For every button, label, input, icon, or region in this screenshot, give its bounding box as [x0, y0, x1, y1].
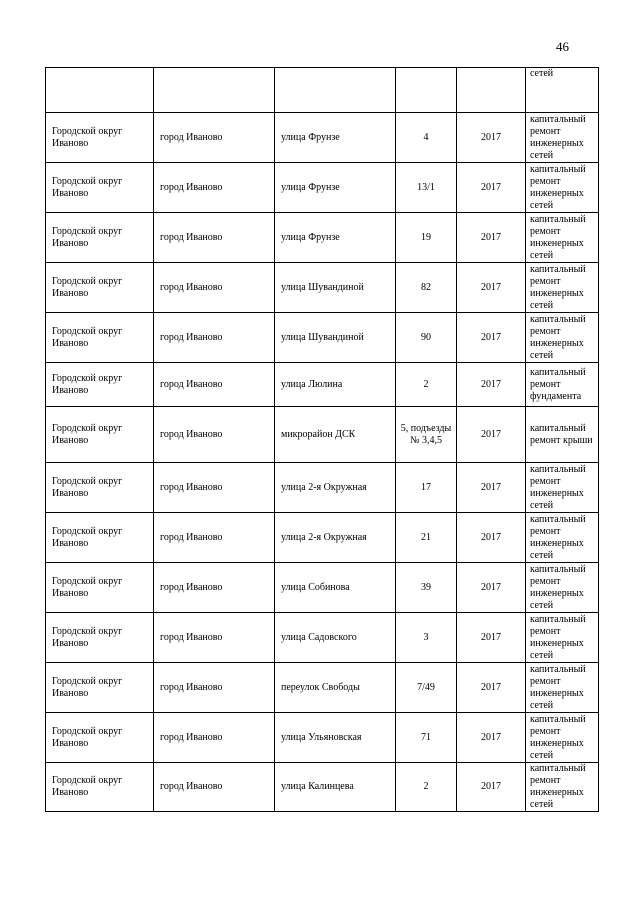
table-row — [46, 613, 599, 663]
cell-house: 7/49 — [396, 663, 457, 713]
cell-street: улица Фрунзе — [275, 113, 396, 163]
cell-city: город Иваново — [154, 563, 275, 613]
table-row — [46, 363, 599, 407]
cell-district: Городской округ Иваново — [46, 663, 154, 713]
cell-year: 2017 — [457, 563, 526, 613]
cell-city: город Иваново — [154, 663, 275, 713]
cell-street: улица 2-я Окружная — [275, 463, 396, 513]
cell-work-type: капитальный ремонт инженерных сетей — [526, 663, 599, 713]
cell-city: город Иваново — [154, 113, 275, 163]
cell-district: Городской округ Иваново — [46, 407, 154, 463]
cell-street — [275, 68, 396, 113]
table-row — [46, 407, 599, 463]
table-row — [46, 663, 599, 713]
cell-street: улица Ульяновская — [275, 713, 396, 763]
cell-house: 5, подъезды № 3,4,5 — [396, 407, 457, 463]
cell-house: 2 — [396, 763, 457, 812]
cell-city: город Иваново — [154, 713, 275, 763]
cell-work-type: капитальный ремонт инженерных сетей — [526, 513, 599, 563]
cell-street: улица Садовского — [275, 613, 396, 663]
cell-district: Городской округ Иваново — [46, 463, 154, 513]
table-row — [46, 313, 599, 363]
cell-work-type: капитальный ремонт инженерных сетей — [526, 763, 599, 812]
cell-year: 2017 — [457, 113, 526, 163]
cell-work-type: капитальный ремонт инженерных сетей — [526, 313, 599, 363]
table-row — [46, 463, 599, 513]
cell-city: город Иваново — [154, 163, 275, 213]
table-row-carry-over — [46, 68, 599, 113]
cell-house: 17 — [396, 463, 457, 513]
cell-house: 71 — [396, 713, 457, 763]
cell-house: 4 — [396, 113, 457, 163]
registry-table — [45, 67, 599, 812]
cell-work-type: капитальный ремонт инженерных сетей — [526, 713, 599, 763]
cell-work-type: капитальный ремонт инженерных сетей — [526, 613, 599, 663]
cell-district: Городской округ Иваново — [46, 713, 154, 763]
cell-city: город Иваново — [154, 613, 275, 663]
cell-city: город Иваново — [154, 263, 275, 313]
cell-year: 2017 — [457, 663, 526, 713]
cell-district: Городской округ Иваново — [46, 313, 154, 363]
cell-street: улица 2-я Окружная — [275, 513, 396, 563]
cell-district: Городской округ Иваново — [46, 763, 154, 812]
cell-city: город Иваново — [154, 213, 275, 263]
cell-city: город Иваново — [154, 763, 275, 812]
cell-year: 2017 — [457, 313, 526, 363]
cell-district: Городской округ Иваново — [46, 163, 154, 213]
cell-street: улица Люлина — [275, 363, 396, 407]
cell-street: микрорайон ДСК — [275, 407, 396, 463]
cell-work-type: капитальный ремонт крыши — [526, 407, 599, 463]
cell-work-type: капитальный ремонт инженерных сетей — [526, 563, 599, 613]
cell-city — [154, 68, 275, 113]
cell-street: переулок Свободы — [275, 663, 396, 713]
cell-house: 21 — [396, 513, 457, 563]
cell-house: 39 — [396, 563, 457, 613]
cell-city: город Иваново — [154, 463, 275, 513]
cell-house: 2 — [396, 363, 457, 407]
cell-work-type: сетей — [526, 68, 599, 113]
table-body — [46, 68, 599, 812]
cell-district: Городской округ Иваново — [46, 513, 154, 563]
page-number: 46 — [556, 39, 569, 54]
cell-district: Городской округ Иваново — [46, 613, 154, 663]
table-row — [46, 713, 599, 763]
cell-work-type: капитальный ремонт инженерных сетей — [526, 463, 599, 513]
table-row — [46, 213, 599, 263]
cell-street: улица Шувандиной — [275, 313, 396, 363]
cell-year: 2017 — [457, 463, 526, 513]
cell-work-type: капитальный ремонт фундамента — [526, 363, 599, 407]
cell-year — [457, 68, 526, 113]
cell-work-type: капитальный ремонт инженерных сетей — [526, 263, 599, 313]
cell-district: Городской округ Иваново — [46, 263, 154, 313]
table-row — [46, 263, 599, 313]
cell-work-type: капитальный ремонт инженерных сетей — [526, 213, 599, 263]
table-row — [46, 163, 599, 213]
cell-house: 90 — [396, 313, 457, 363]
cell-year: 2017 — [457, 763, 526, 812]
table-row — [46, 113, 599, 163]
cell-district: Городской округ Иваново — [46, 213, 154, 263]
cell-house: 13/1 — [396, 163, 457, 213]
cell-city: город Иваново — [154, 407, 275, 463]
cell-street: улица Шувандиной — [275, 263, 396, 313]
cell-street: улица Фрунзе — [275, 213, 396, 263]
table-row — [46, 763, 599, 812]
cell-work-type: капитальный ремонт инженерных сетей — [526, 163, 599, 213]
cell-year: 2017 — [457, 263, 526, 313]
cell-house: 3 — [396, 613, 457, 663]
cell-district: Городской округ Иваново — [46, 563, 154, 613]
cell-house — [396, 68, 457, 113]
table-row — [46, 563, 599, 613]
cell-year: 2017 — [457, 407, 526, 463]
cell-work-type: капитальный ремонт инженерных сетей — [526, 113, 599, 163]
cell-street: улица Фрунзе — [275, 163, 396, 213]
table-row — [46, 513, 599, 563]
cell-city: город Иваново — [154, 363, 275, 407]
cell-district — [46, 68, 154, 113]
cell-year: 2017 — [457, 163, 526, 213]
cell-year: 2017 — [457, 213, 526, 263]
cell-district: Городской округ Иваново — [46, 113, 154, 163]
cell-street: улица Собинова — [275, 563, 396, 613]
cell-city: город Иваново — [154, 313, 275, 363]
cell-year: 2017 — [457, 363, 526, 407]
cell-year: 2017 — [457, 613, 526, 663]
cell-street: улица Калинцева — [275, 763, 396, 812]
cell-year: 2017 — [457, 713, 526, 763]
cell-district: Городской округ Иваново — [46, 363, 154, 407]
cell-city: город Иваново — [154, 513, 275, 563]
cell-year: 2017 — [457, 513, 526, 563]
cell-house: 19 — [396, 213, 457, 263]
cell-house: 82 — [396, 263, 457, 313]
